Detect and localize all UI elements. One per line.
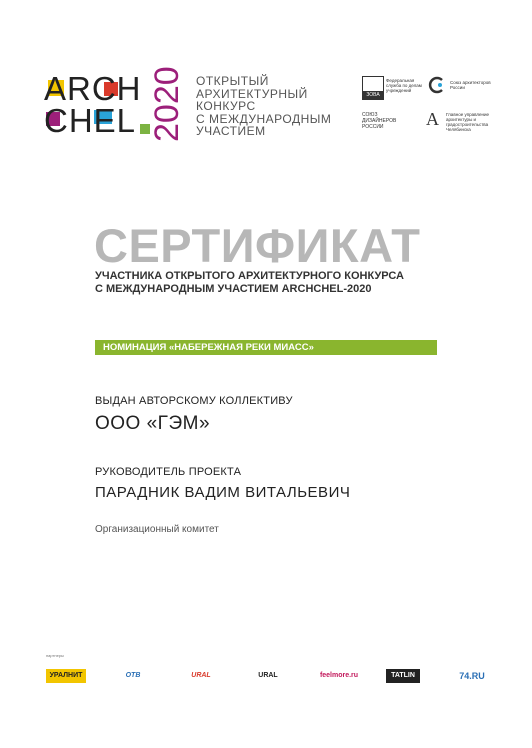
org-logos	[362, 76, 502, 136]
lead-name: ПАРАДНИК ВАДИМ ВИТАЛЬЕВИЧ	[95, 484, 351, 501]
sponsor-logo: УРАЛНИТ	[46, 669, 86, 683]
lead-label: РУКОВОДИТЕЛЬ ПРОЕКТА	[95, 466, 242, 478]
recipient-name: ООО «ГЭМ»	[95, 413, 211, 434]
tagline-line: КОНКУРС	[196, 99, 256, 113]
archchel-logo	[44, 66, 184, 146]
sponsor-logo: URAL	[191, 672, 211, 679]
sponsor-logo: feelmore.ru	[319, 672, 359, 679]
logo-line-2: CHEL	[44, 102, 137, 139]
org4-text: Главное управление архитектуры и градостроительства Челябинска	[446, 112, 490, 132]
org4-logo-icon: А	[426, 109, 439, 129]
org3-text: СОЮЗ ДИЗАЙНЕРОВ РОССИИ	[362, 112, 397, 130]
logo-tagline	[196, 75, 356, 138]
committee-signature: Организационный комитет	[95, 524, 219, 535]
sponsor-logo: ОТВ	[125, 672, 141, 679]
issued-label: ВЫДАН АВТОРСКОМУ КОЛЛЕКТИВУ	[95, 395, 293, 407]
logo-line-1: ARCH	[44, 70, 142, 107]
partners-label: партнеры	[46, 653, 64, 658]
org1-badge	[362, 76, 384, 100]
tagline-line: С МЕЖДУНАРОДНЫМ	[196, 111, 332, 126]
tagline-line: УЧАСТИЕМ	[196, 124, 266, 138]
org1-text: Федеральная служба по делам учреждений	[386, 78, 422, 93]
sponsor-row	[46, 668, 496, 684]
subtitle-line-2: С МЕЖДУНАРОДНЫМ УЧАСТИЕМ ARCHCHEL-2020	[95, 283, 372, 295]
sponsor-logo: 74.RU	[459, 671, 485, 681]
tagline-line: ОТКРЫТЫЙ	[196, 74, 269, 88]
org1-code: ЗОВА	[363, 91, 383, 99]
certificate-subtitle	[95, 270, 455, 296]
tagline-line: АРХИТЕКТУРНЫЙ	[196, 86, 308, 101]
org2-text: Союз архитекторов России	[450, 80, 491, 90]
nomination-bar: НОМИНАЦИЯ «НАБЕРЕЖНАЯ РЕКИ МИАСС»	[95, 340, 437, 355]
certificate-title: СЕРТИФИКАТ	[94, 219, 421, 272]
org2-logo-icon	[428, 76, 446, 94]
subtitle-line-1: УЧАСТНИКА ОТКРЫТОГО АРХИТЕКТУРНОГО КОНКУРСА	[95, 270, 404, 282]
logo-year: 2020	[148, 66, 186, 142]
sponsor-logo: URAL	[258, 672, 278, 679]
sponsor-logo: TATLIN	[386, 669, 420, 683]
